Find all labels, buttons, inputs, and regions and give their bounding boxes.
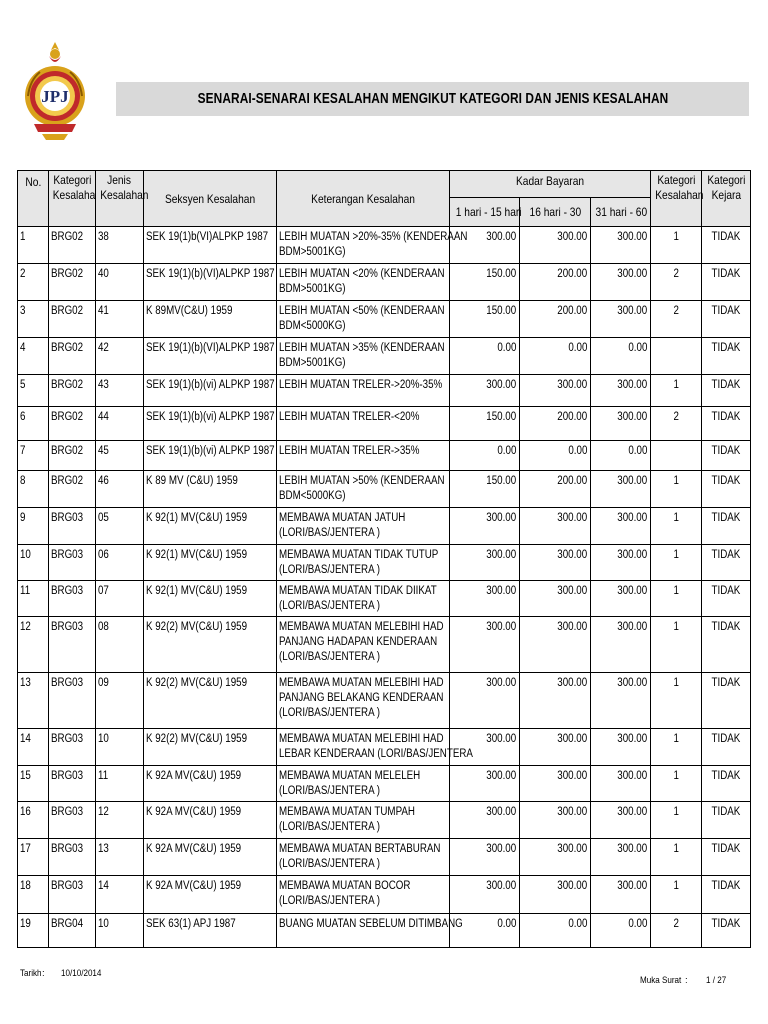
cell-kadar-2: 200.00	[520, 264, 591, 301]
cell-kategori: BRG02	[49, 471, 96, 508]
cell-keterangan	[277, 766, 450, 802]
cell-kategori: BRG02	[49, 264, 96, 301]
cell-kategori-kesalahan: 1	[651, 508, 702, 545]
cell-kategori-kesalahan: 1	[651, 545, 702, 581]
cell-kategori-kejara: TIDAK	[702, 264, 751, 301]
cell-kategori: BRG03	[49, 508, 96, 545]
document-title-bar	[116, 82, 749, 116]
keterangan-line: (LORI/BAS/JENTERA )	[279, 821, 381, 833]
cell-kategori: BRG03	[49, 673, 96, 729]
cell-kadar-2: 300.00	[520, 545, 591, 581]
cell-jenis: 12	[96, 802, 144, 839]
col-kadar-bayaran-header: Kadar Bayaran	[450, 171, 651, 198]
table-row	[18, 673, 751, 729]
footer-tarikh-value: 10/10/2014	[61, 968, 102, 979]
cell-kadar-1: 0.00	[450, 338, 520, 375]
cell-jenis: 10	[96, 729, 144, 766]
cell-seksyen: SEK 19(1)b(VI)ALPKP 1987	[144, 227, 277, 264]
cell-kategori: BRG03	[49, 766, 96, 802]
cell-kategori: BRG02	[49, 227, 96, 264]
cell-keterangan	[277, 264, 450, 301]
table-row	[18, 729, 751, 766]
col-kategori-header: Kategori Kesalaha	[49, 171, 96, 227]
cell-kadar-2: 200.00	[520, 471, 591, 508]
cell-no: 12	[18, 617, 49, 673]
cell-kategori: BRG02	[49, 301, 96, 338]
cell-kadar-3: 300.00	[591, 545, 651, 581]
keterangan-line: BDM<5000KG)	[279, 320, 346, 332]
keterangan-line: BDM>5001KG)	[279, 246, 346, 258]
cell-kategori: BRG03	[49, 617, 96, 673]
cell-seksyen: K 92A MV(C&U) 1959	[144, 802, 277, 839]
keterangan-line: LEBIH MUATAN TRELER-<20%	[279, 411, 420, 423]
col-kategori-kejara-header: Kategori Kejara	[702, 171, 751, 227]
cell-kategori-kesalahan: 2	[651, 264, 702, 301]
cell-keterangan	[277, 729, 473, 766]
cell-kategori: BRG03	[49, 729, 96, 766]
cell-kadar-3: 300.00	[591, 617, 651, 673]
cell-no: 1	[18, 227, 49, 264]
table-row	[18, 407, 751, 441]
cell-kadar-1: 150.00	[450, 407, 520, 441]
keterangan-line: MEMBAWA MUATAN TUMPAH	[279, 806, 415, 818]
col-kadar-1-header: 1 hari - 15 hari	[450, 198, 520, 227]
cell-no: 19	[18, 914, 49, 948]
cell-no: 16	[18, 802, 49, 839]
cell-kadar-3: 300.00	[591, 839, 651, 876]
cell-kategori: BRG03	[49, 839, 96, 876]
cell-kadar-1: 300.00	[450, 545, 520, 581]
cell-kadar-2: 300.00	[520, 673, 591, 729]
cell-jenis: 44	[96, 407, 144, 441]
col-no-header: No.	[18, 171, 49, 227]
cell-kadar-2: 300.00	[520, 508, 591, 545]
cell-kadar-3: 300.00	[591, 471, 651, 508]
cell-kadar-2: 0.00	[520, 338, 591, 375]
cell-kadar-2: 0.00	[520, 914, 591, 948]
keterangan-line: MEMBAWA MUATAN MELEBIHI HAD	[279, 677, 444, 689]
cell-keterangan	[277, 876, 450, 914]
cell-kategori: BRG03	[49, 581, 96, 617]
cell-kadar-3: 300.00	[591, 407, 651, 441]
cell-jenis: 38	[96, 227, 144, 264]
cell-kategori: BRG02	[49, 338, 96, 375]
table-row	[18, 375, 751, 407]
table-row	[18, 876, 751, 914]
cell-seksyen: SEK 19(1)(b)(VI)ALPKP 1987	[144, 338, 277, 375]
cell-kadar-2: 300.00	[520, 581, 591, 617]
cell-kategori-kesalahan: 1	[651, 876, 702, 914]
keterangan-line: PANJANG BELAKANG KENDERAAN	[279, 692, 444, 704]
cell-seksyen: SEK 63(1) APJ 1987	[144, 914, 277, 948]
cell-kadar-3: 300.00	[591, 729, 651, 766]
cell-kadar-2: 300.00	[520, 375, 591, 407]
cell-kategori-kejara: TIDAK	[702, 914, 751, 948]
cell-kategori: BRG02	[49, 441, 96, 471]
cell-kadar-2: 200.00	[520, 407, 591, 441]
table-row	[18, 766, 751, 802]
cell-jenis: 10	[96, 914, 144, 948]
col-seksyen-header: Seksyen Kesalahan	[144, 171, 277, 227]
keterangan-line: LEBIH MUATAN >35% (KENDERAAN	[279, 342, 445, 354]
cell-kategori-kesalahan	[651, 441, 702, 471]
cell-jenis: 42	[96, 338, 144, 375]
cell-kategori-kejara: TIDAK	[702, 407, 751, 441]
cell-kadar-1: 300.00	[450, 729, 520, 766]
cell-kategori: BRG02	[49, 375, 96, 407]
cell-jenis: 41	[96, 301, 144, 338]
cell-kategori-kesalahan: 1	[651, 766, 702, 802]
cell-seksyen: K 92(1) MV(C&U) 1959	[144, 508, 277, 545]
table-row	[18, 338, 751, 375]
col-kategori-kesalahan-header: Kategori Kesalahan	[651, 171, 702, 227]
cell-keterangan	[277, 802, 450, 839]
jpj-crest-logo	[22, 40, 88, 142]
cell-kadar-3: 300.00	[591, 227, 651, 264]
cell-kategori-kesalahan: 1	[651, 839, 702, 876]
cell-no: 6	[18, 407, 49, 441]
cell-kategori-kesalahan: 1	[651, 227, 702, 264]
cell-seksyen: K 92A MV(C&U) 1959	[144, 839, 277, 876]
cell-kategori: BRG02	[49, 407, 96, 441]
keterangan-line: MEMBAWA MUATAN TIDAK DIIKAT	[279, 585, 437, 597]
cell-keterangan	[277, 338, 450, 375]
table-row	[18, 471, 751, 508]
footer-muka-surat-label: Muka Surat	[640, 975, 682, 986]
cell-keterangan	[277, 545, 450, 581]
cell-kadar-1: 300.00	[450, 673, 520, 729]
keterangan-line: (LORI/BAS/JENTERA )	[279, 895, 381, 907]
cell-seksyen: K 92(1) MV(C&U) 1959	[144, 545, 277, 581]
svg-text:JPJ: JPJ	[41, 87, 69, 106]
cell-kategori-kejara: TIDAK	[702, 375, 751, 407]
table-row	[18, 802, 751, 839]
cell-kategori-kesalahan: 1	[651, 471, 702, 508]
cell-seksyen: K 89 MV (C&U) 1959	[144, 471, 277, 508]
cell-kategori-kesalahan: 1	[651, 375, 702, 407]
keterangan-line: BDM>5001KG)	[279, 283, 346, 295]
keterangan-line: LEBIH MUATAN TRELER->20%-35%	[279, 379, 443, 391]
cell-kadar-1: 300.00	[450, 802, 520, 839]
cell-seksyen: SEK 19(1)(b)(VI)ALPKP 1987	[144, 264, 277, 301]
table-row	[18, 301, 751, 338]
cell-kategori-kesalahan: 2	[651, 407, 702, 441]
cell-kadar-3: 0.00	[591, 441, 651, 471]
cell-kadar-1: 300.00	[450, 766, 520, 802]
cell-kategori-kesalahan: 1	[651, 673, 702, 729]
cell-kategori-kejara: TIDAK	[702, 876, 751, 914]
cell-no: 10	[18, 545, 49, 581]
cell-jenis: 09	[96, 673, 144, 729]
cell-kadar-1: 150.00	[450, 471, 520, 508]
cell-kadar-1: 300.00	[450, 227, 520, 264]
cell-kadar-1: 300.00	[450, 617, 520, 673]
cell-kategori-kesalahan: 1	[651, 617, 702, 673]
cell-jenis: 14	[96, 876, 144, 914]
cell-keterangan	[277, 581, 450, 617]
cell-kategori-kejara: TIDAK	[702, 508, 751, 545]
keterangan-line: (LORI/BAS/JENTERA )	[279, 600, 381, 612]
keterangan-line: (LORI/BAS/JENTERA )	[279, 564, 381, 576]
cell-kadar-1: 0.00	[450, 441, 520, 471]
cell-keterangan	[277, 914, 463, 948]
keterangan-line: (LORI/BAS/JENTERA )	[279, 707, 381, 719]
keterangan-line: (LORI/BAS/JENTERA )	[279, 785, 381, 797]
cell-jenis: 08	[96, 617, 144, 673]
keterangan-line: LEBIH MUATAN TRELER->35%	[279, 445, 420, 457]
cell-seksyen: SEK 19(1)(b)(vi) ALPKP 1987	[144, 375, 277, 407]
col-kadar-3-header: 31 hari - 60	[591, 198, 651, 227]
cell-kategori-kejara: TIDAK	[702, 338, 751, 375]
document-title: SENARAI-SENARAI KESALAHAN MENGIKUT KATEGORI DAN JENIS KESALAHAN	[197, 91, 668, 107]
offence-table	[17, 170, 751, 948]
cell-kadar-2: 300.00	[520, 617, 591, 673]
keterangan-line: BDM>5001KG)	[279, 357, 346, 369]
keterangan-line: PANJANG HADAPAN KENDERAAN	[279, 636, 438, 648]
cell-kategori-kejara: TIDAK	[702, 802, 751, 839]
cell-kadar-2: 300.00	[520, 876, 591, 914]
cell-kadar-3: 300.00	[591, 581, 651, 617]
cell-seksyen: K 92(2) MV(C&U) 1959	[144, 673, 277, 729]
cell-keterangan	[277, 375, 450, 407]
cell-no: 18	[18, 876, 49, 914]
cell-kadar-2: 300.00	[520, 839, 591, 876]
col-jenis-header: Jenis Kesalahan	[96, 171, 144, 227]
keterangan-line: LEBAR KENDERAAN (LORI/BAS/JENTERA	[279, 748, 473, 760]
cell-seksyen: K 92A MV(C&U) 1959	[144, 876, 277, 914]
cell-no: 3	[18, 301, 49, 338]
cell-kadar-3: 300.00	[591, 264, 651, 301]
cell-no: 14	[18, 729, 49, 766]
cell-no: 9	[18, 508, 49, 545]
cell-no: 17	[18, 839, 49, 876]
cell-kadar-1: 300.00	[450, 508, 520, 545]
cell-seksyen: K 89MV(C&U) 1959	[144, 301, 277, 338]
cell-kadar-3: 300.00	[591, 375, 651, 407]
keterangan-line: (LORI/BAS/JENTERA )	[279, 527, 381, 539]
cell-kadar-2: 300.00	[520, 729, 591, 766]
cell-kadar-3: 0.00	[591, 338, 651, 375]
cell-kategori: BRG03	[49, 876, 96, 914]
table-row	[18, 264, 751, 301]
cell-kadar-2: 200.00	[520, 301, 591, 338]
keterangan-line: LEBIH MUATAN >20%-35% (KENDERAAN	[279, 231, 468, 243]
cell-kadar-1: 300.00	[450, 876, 520, 914]
cell-keterangan	[277, 441, 450, 471]
cell-no: 5	[18, 375, 49, 407]
cell-jenis: 40	[96, 264, 144, 301]
cell-kategori-kesalahan: 1	[651, 802, 702, 839]
cell-kategori-kejara: TIDAK	[702, 471, 751, 508]
cell-kategori-kesalahan	[651, 338, 702, 375]
col-kadar-2-header: 16 hari - 30	[520, 198, 591, 227]
cell-kadar-3: 300.00	[591, 766, 651, 802]
cell-jenis: 13	[96, 839, 144, 876]
cell-no: 8	[18, 471, 49, 508]
col-keterangan-header: Keterangan Kesalahan	[277, 171, 450, 227]
cell-kategori: BRG03	[49, 545, 96, 581]
table-row	[18, 617, 751, 673]
keterangan-line: BUANG MUATAN SEBELUM DITIMBANG	[279, 918, 463, 930]
cell-no: 2	[18, 264, 49, 301]
cell-keterangan	[277, 508, 450, 545]
cell-kategori: BRG04	[49, 914, 96, 948]
keterangan-line: (LORI/BAS/JENTERA )	[279, 858, 381, 870]
cell-no: 13	[18, 673, 49, 729]
cell-keterangan	[277, 407, 450, 441]
cell-kategori-kejara: TIDAK	[702, 617, 751, 673]
cell-kadar-2: 300.00	[520, 802, 591, 839]
keterangan-line: LEBIH MUATAN <20% (KENDERAAN	[279, 268, 445, 280]
cell-kadar-3: 300.00	[591, 876, 651, 914]
cell-kadar-3: 300.00	[591, 802, 651, 839]
cell-kategori-kejara: TIDAK	[702, 441, 751, 471]
cell-jenis: 11	[96, 766, 144, 802]
cell-kategori-kejara: TIDAK	[702, 301, 751, 338]
keterangan-line: MEMBAWA MUATAN BERTABURAN	[279, 843, 441, 855]
cell-seksyen: SEK 19(1)(b)(vi) ALPKP 1987	[144, 441, 277, 471]
footer-tarikh-label: Tarikh	[20, 968, 42, 979]
cell-kategori-kejara: TIDAK	[702, 766, 751, 802]
cell-kadar-2: 0.00	[520, 441, 591, 471]
keterangan-line: MEMBAWA MUATAN TIDAK TUTUP	[279, 549, 439, 561]
cell-kadar-3: 300.00	[591, 301, 651, 338]
cell-seksyen: K 92A MV(C&U) 1959	[144, 766, 277, 802]
cell-kategori-kejara: TIDAK	[702, 581, 751, 617]
table-row	[18, 581, 751, 617]
keterangan-line: MEMBAWA MUATAN MELEBIHI HAD	[279, 733, 444, 745]
cell-kategori-kejara: TIDAK	[702, 227, 751, 264]
keterangan-line: LEBIH MUATAN >50% (KENDERAAN	[279, 475, 445, 487]
table-row	[18, 545, 751, 581]
cell-jenis: 07	[96, 581, 144, 617]
cell-kategori-kejara: TIDAK	[702, 729, 751, 766]
cell-kadar-2: 300.00	[520, 766, 591, 802]
cell-keterangan	[277, 301, 450, 338]
cell-kategori: BRG03	[49, 802, 96, 839]
cell-kadar-1: 300.00	[450, 375, 520, 407]
cell-kadar-3: 0.00	[591, 914, 651, 948]
cell-seksyen: K 92(1) MV(C&U) 1959	[144, 581, 277, 617]
cell-kategori-kesalahan: 2	[651, 301, 702, 338]
cell-kadar-2: 300.00	[520, 227, 591, 264]
cell-no: 15	[18, 766, 49, 802]
table-row	[18, 441, 751, 471]
keterangan-line: BDM<5000KG)	[279, 490, 346, 502]
keterangan-line: MEMBAWA MUATAN MELELEH	[279, 770, 421, 782]
cell-keterangan	[277, 839, 450, 876]
keterangan-line: MEMBAWA MUATAN BOCOR	[279, 880, 411, 892]
cell-kadar-1: 150.00	[450, 264, 520, 301]
cell-jenis: 46	[96, 471, 144, 508]
cell-keterangan	[277, 673, 450, 729]
cell-keterangan	[277, 471, 450, 508]
table-row	[18, 227, 751, 264]
cell-keterangan	[277, 617, 450, 673]
cell-jenis: 45	[96, 441, 144, 471]
cell-seksyen: K 92(2) MV(C&U) 1959	[144, 729, 277, 766]
table-row	[18, 839, 751, 876]
cell-kategori-kesalahan: 1	[651, 581, 702, 617]
keterangan-line: (LORI/BAS/JENTERA )	[279, 651, 381, 663]
footer-page-number: 1 / 27	[706, 975, 727, 986]
footer-muka-surat-sep: :	[685, 975, 688, 986]
cell-kategori-kejara: TIDAK	[702, 545, 751, 581]
keterangan-line: MEMBAWA MUATAN JATUH	[279, 512, 406, 524]
cell-jenis: 06	[96, 545, 144, 581]
keterangan-line: MEMBAWA MUATAN MELEBIHI HAD	[279, 621, 444, 633]
cell-kategori-kesalahan: 1	[651, 729, 702, 766]
cell-no: 7	[18, 441, 49, 471]
footer-tarikh-sep: :	[42, 968, 45, 979]
cell-jenis: 05	[96, 508, 144, 545]
cell-no: 11	[18, 581, 49, 617]
cell-seksyen: K 92(2) MV(C&U) 1959	[144, 617, 277, 673]
cell-kadar-1: 300.00	[450, 581, 520, 617]
cell-jenis: 43	[96, 375, 144, 407]
table-row	[18, 914, 751, 948]
cell-kategori-kesalahan: 2	[651, 914, 702, 948]
cell-kadar-1: 0.00	[450, 914, 520, 948]
cell-kadar-3: 300.00	[591, 508, 651, 545]
cell-seksyen: SEK 19(1)(b)(vi) ALPKP 1987	[144, 407, 277, 441]
cell-kategori-kejara: TIDAK	[702, 839, 751, 876]
table-header	[18, 171, 751, 227]
cell-kadar-1: 150.00	[450, 301, 520, 338]
table-body	[18, 227, 751, 948]
cell-no: 4	[18, 338, 49, 375]
cell-kadar-1: 300.00	[450, 839, 520, 876]
cell-kategori-kejara: TIDAK	[702, 673, 751, 729]
cell-keterangan	[277, 227, 468, 264]
cell-kadar-3: 300.00	[591, 673, 651, 729]
keterangan-line: LEBIH MUATAN <50% (KENDERAAN	[279, 305, 445, 317]
table-row	[18, 508, 751, 545]
